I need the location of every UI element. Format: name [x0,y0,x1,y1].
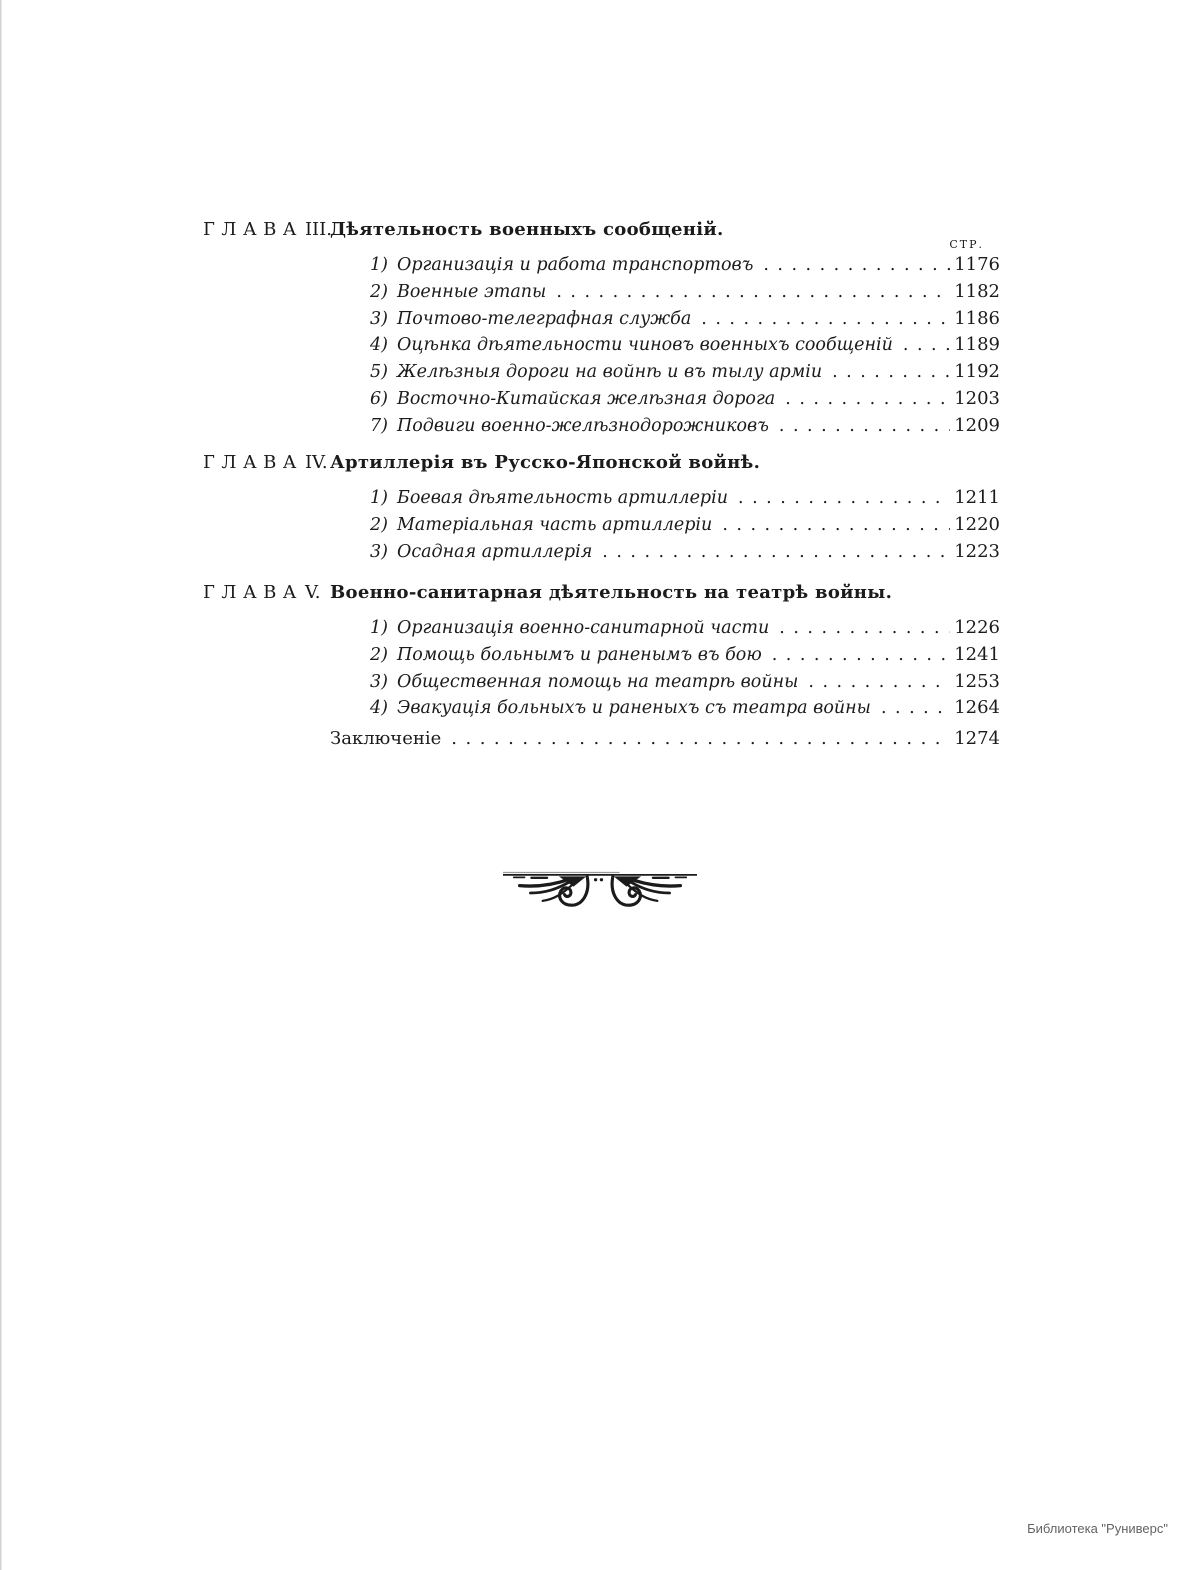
dot-leader [779,618,950,638]
toc-entry-number: 1) [370,618,388,638]
toc-entry-number: 6) [370,388,388,409]
library-watermark: Библиотека "Руниверс" [1027,1521,1168,1536]
chapter-label-word: ГЛАВА [203,452,303,473]
chapter-title: Артиллерія въ Русско-Японской войнѣ. [330,452,761,473]
toc-entry-title: Осадная артиллерія [396,541,593,562]
chapter-section-5 [0,583,1200,724]
dot-leader [701,309,950,329]
toc-entry-page: 1211 [954,487,1000,508]
dot-leader [881,698,950,718]
toc-entry [370,697,1000,724]
toc-entry-title: Организація военно-санитарной части [396,618,770,638]
toc-entry-page: 1253 [954,670,1000,692]
ornament-svg [502,864,698,920]
toc-entry-page: 1176 [954,254,1000,275]
toc-entry-page: 1220 [954,513,1000,535]
toc-entry-number: 1) [370,255,388,275]
toc-entry-title: Организація и работа транспортовъ [396,255,754,275]
toc-entry-number: 3) [370,308,388,329]
toc-entry [370,388,1000,415]
dot-leader [779,416,950,436]
toc-entry [370,281,1000,308]
chapter-title: Дѣятельность военныхъ сообщеній. [330,219,724,240]
toc-entry-number: 4) [370,335,388,356]
toc-entry-number: 2) [370,644,388,665]
toc-entry-number: 2) [370,514,388,535]
dot-leader [602,542,950,562]
toc-entry-title: Матеріальная часть артиллеріи [396,514,713,535]
chapter-label-word: ГЛАВА [203,219,303,240]
toc-entry-title: Боевая дѣятельность артиллеріи [396,488,728,508]
toc-entry-title: Почтово-телеграфная служба [396,308,692,329]
toc-entry [370,617,1000,644]
toc-entry-title: Восточно-Китайская желѣзная дорога [396,388,776,409]
toc-entry [370,514,1000,541]
toc-entry-number: 3) [370,541,388,562]
toc-entry [370,487,1000,514]
toc-entry-page: 1182 [954,280,1000,302]
toc-entry [370,334,1000,361]
toc-entry-page: 1241 [954,643,1000,665]
toc-entry-number: 1) [370,488,388,508]
toc-entry-page: 1189 [954,334,1000,356]
toc-entry-page: 1223 [954,540,1000,562]
dot-leader [903,335,950,355]
toc-entry-title: Желѣзныя дороги на войнѣ и въ тылу арміи [396,362,823,383]
chapter-label [203,220,330,240]
chapter-title: Военно-санитарная дѣятельность на театрѣ войны. [330,582,893,603]
toc-entry-page: 1264 [954,697,1000,719]
dot-leader [763,255,950,275]
dot-leader [772,645,950,665]
toc-entry [370,361,1000,388]
toc-entry-title: Общественная помощь на театрѣ войны [396,671,799,692]
dot-leader [451,728,950,749]
chapter-numeral: V. [304,582,321,603]
toc-entry-number: 3) [370,671,388,692]
page-column-header: СТР. [949,238,984,251]
conclusion-entry [330,728,1000,749]
dot-leader [738,488,950,508]
chapter-items [0,254,1200,442]
chapter-items [0,617,1200,724]
chapter-label [203,583,330,603]
toc-entry-page: 1226 [954,617,1000,638]
toc-entry-page: 1209 [954,414,1000,436]
chapter-label [203,453,330,473]
chapter-items [0,487,1200,567]
toc-entry [370,671,1000,698]
toc-entry-title: Помощь больнымъ и раненымъ въ бою [396,644,762,665]
toc-entry [370,415,1000,442]
chapter-numeral: III. [304,219,332,240]
chapter-heading [203,453,1200,473]
toc-entry-number: 4) [370,698,388,719]
toc-entry-title: Военные этапы [396,281,547,302]
toc-entry [370,644,1000,671]
toc-entry [370,308,1000,335]
chapter-section-4 [0,453,1200,567]
toc-entry-page: 1192 [954,361,1000,383]
toc-entry-number: 2) [370,281,388,302]
toc-entry-title: Подвиги военно-желѣзнодорожниковъ [396,415,769,436]
dot-leader [808,672,950,692]
dot-leader [722,515,950,535]
toc-entry-number: 7) [370,415,388,436]
toc-entry-title: Эвакуація больныхъ и раненыхъ съ театра войны [396,698,871,719]
toc-entry [370,541,1000,568]
dot-leader [832,362,950,382]
toc-entry-page: 1203 [954,387,1000,409]
chapter-numeral: IV. [304,452,328,473]
toc-entry-number: 5) [370,362,388,383]
toc-entry-title: Оцѣнка дѣятельности чиновъ военныхъ сообщеній [396,335,893,356]
chapter-label-word: ГЛАВА [203,582,303,603]
chapter-heading [203,220,1200,240]
dot-leader [785,389,950,409]
chapter-heading [203,583,1200,603]
ornament-flourish [502,864,698,924]
toc-entry [370,254,1000,281]
dot-leader [556,282,950,302]
conclusion-label: Заключеніе [330,728,442,749]
chapter-section-3 [0,220,1200,442]
conclusion-page: 1274 [954,728,1000,749]
toc-entry-page: 1186 [954,307,1000,329]
